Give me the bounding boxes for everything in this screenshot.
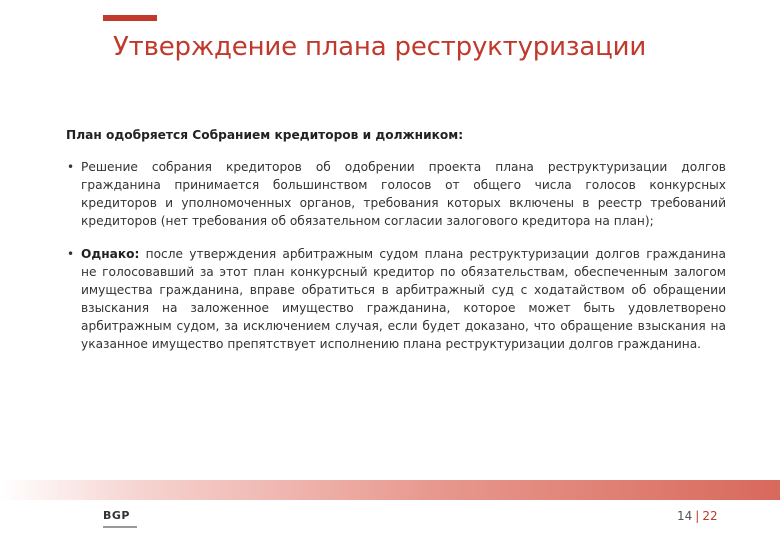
page-separator: | (695, 509, 700, 523)
lead-text: План одобряется Собранием кредиторов и должником: (66, 128, 464, 142)
page-number (677, 509, 718, 523)
bullet-bold-lead: Однако: (81, 247, 140, 261)
slide-title: Утверждение плана реструктуризации (113, 32, 647, 62)
slide-content (66, 126, 726, 368)
bullet-icon: • (67, 247, 75, 261)
bullet-icon: • (67, 160, 75, 174)
company-logo (103, 504, 143, 528)
page-total: 22 (702, 509, 718, 523)
bullet-text: Решение собрания кредиторов об одобрении проекта плана реструктуризации долгов гражданина принимается большинством голосов от общего числа голосов конкурсных кредиторов и уполномоченных органов, требования которых включены в реестр требований кредиторов (нет требования об обязательном согласии залогового кредитора на план); (81, 160, 726, 228)
logo-tagline-mark (103, 526, 137, 528)
bullet-item-1 (66, 158, 726, 230)
footer-gradient-strip (0, 480, 780, 500)
title-accent-bar (103, 15, 157, 21)
page-current: 14 (677, 509, 693, 523)
bullet-item-2 (66, 245, 726, 353)
bullet-text: после утверждения арбитражным судом плана реструктуризации долгов гражданина не голосовавший за этот план конкурсный кредитор по обязательствам, обеспеченным залогом имущества гражданина, вправе обратиться в арбитражный суд с ходатайством об обращении взыскания на заложенное имущество гражданина, которое может быть удовлетворено арбитражным судом, за исключением случая, если будет доказано, что обращение взыскания на указанное имущество препятствует исполнению плана реструктуризации долгов гражданина. (81, 247, 726, 351)
logo-text: BGP (103, 509, 130, 522)
